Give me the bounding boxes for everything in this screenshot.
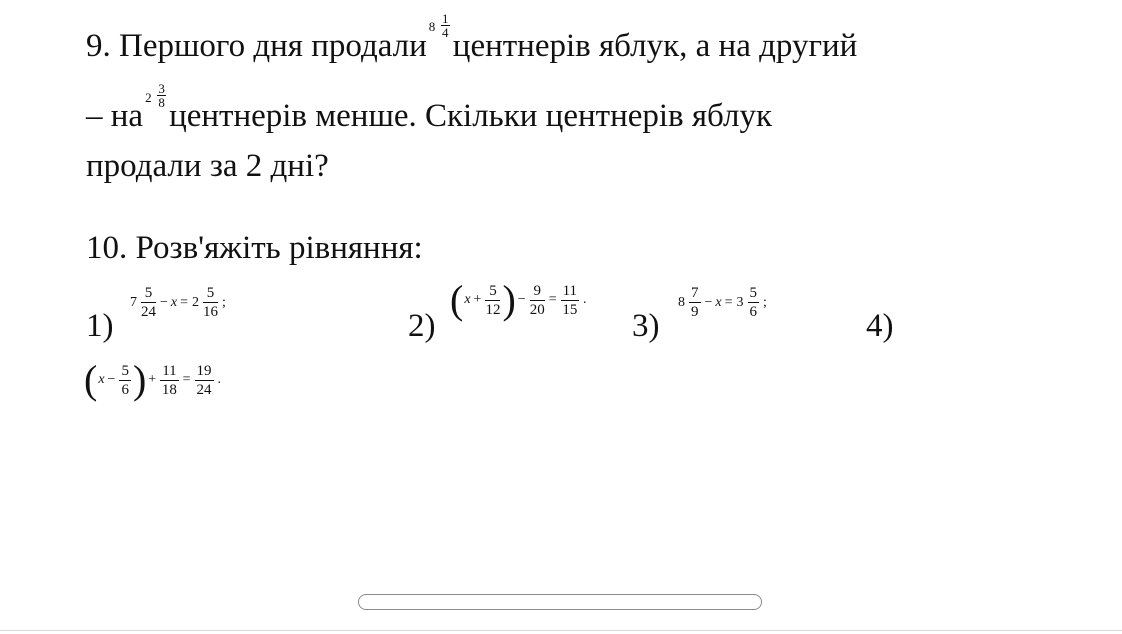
task10-heading: 10. Розв'яжіть рівняння:: [86, 230, 423, 266]
equation-1: 7 $\frac{5}{24}$ − x = 2 $\frac{5}{16}$ ;: [130, 285, 226, 320]
mixed-fraction-2: 2 $\frac{3}{8}$: [145, 81, 165, 110]
task9-line1: [86, 11, 858, 66]
bottom-divider: [0, 630, 1122, 631]
task9-line2: [86, 81, 773, 136]
equation-label-1: 1): [86, 308, 114, 344]
equation-label-2: 2): [408, 308, 436, 344]
task9-text-2: центнерів яблук, а на другий: [452, 28, 858, 64]
equation-2: (x + $\frac{5}{12}$ ) − $\frac{9}{20}$ = $\frac{11}{15}$ .: [450, 277, 587, 322]
task9-text-3: – на: [86, 98, 144, 134]
equation-label-3: 3): [632, 308, 660, 344]
scroll-indicator[interactable]: [358, 594, 762, 610]
task9-text-5: продали за 2 дні?: [86, 148, 329, 184]
task9-line3: [86, 146, 329, 186]
task9-text-1: 9. Першого дня продали: [86, 28, 427, 64]
equation-3: 8 $\frac{7}{9}$ − x = 3 $\frac{5}{6}$ ;: [678, 285, 767, 320]
task9-text-4: центнерів менше. Скільки центнерів яблук: [169, 98, 773, 134]
equation-4: (x − $\frac{5}{6}$ ) + $\frac{11}{18}$ = $\frac{19}{24}$ .: [84, 357, 222, 402]
mixed-fraction-1: 8 $\frac{1}{4}$: [428, 11, 449, 40]
equation-label-4: 4): [866, 308, 894, 344]
